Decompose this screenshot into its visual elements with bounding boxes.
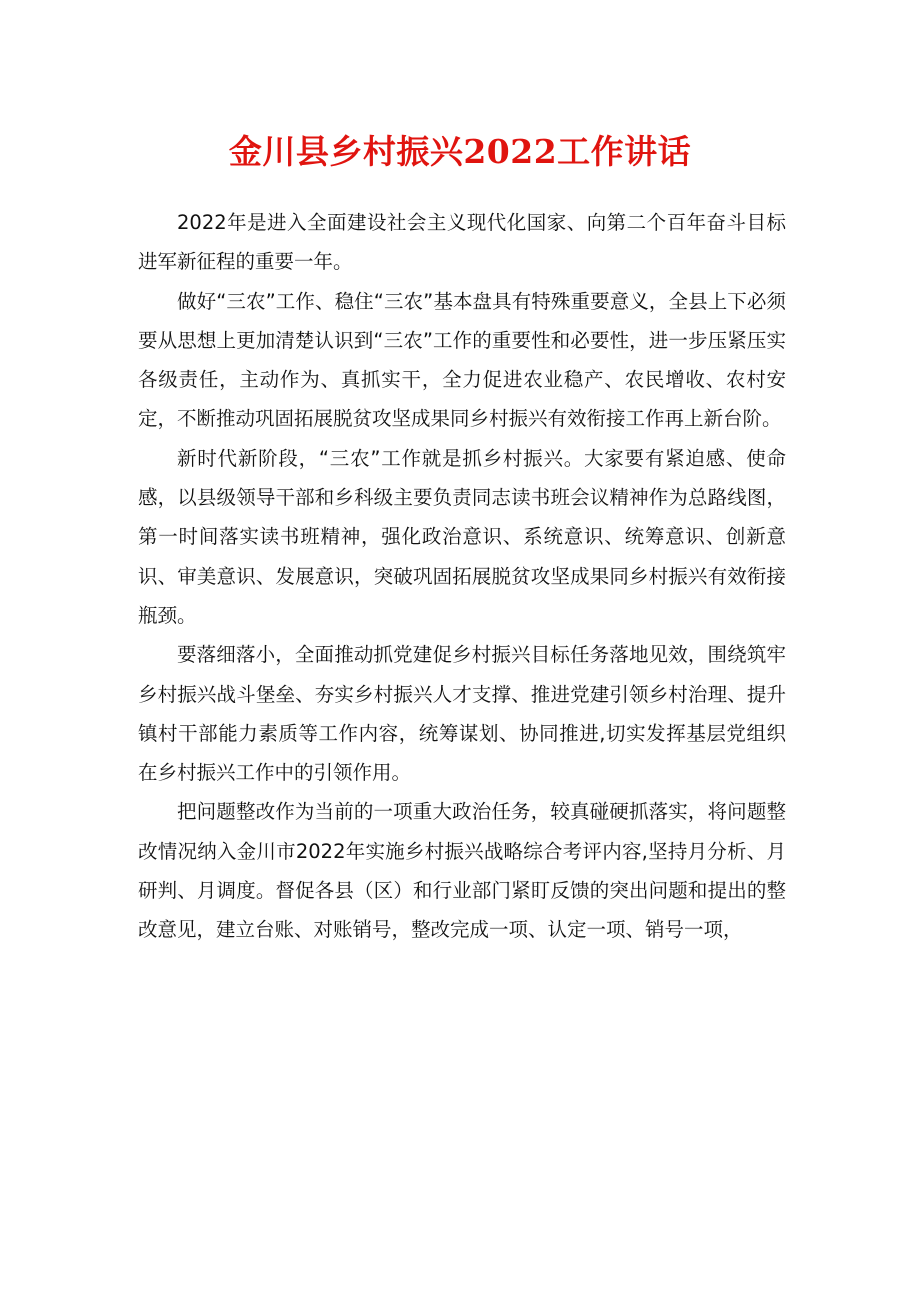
document-title: 金川县乡村振兴2022工作讲话 — [228, 132, 692, 172]
paragraph-3: 新时代新阶段，“三农”工作就是抓乡村振兴。大家要有紧迫感、使命感，以县级领导干部和乡科级主要负责同志读书班会议精神作为总路线图，第一时间落实读书班精神，强化政治意识、系统意识、统筹意识、创新意识、审美意识、发展意识，突破巩固拓展脱贫攻坚成果同乡村振兴有效衔接瓶颈。 — [138, 446, 786, 627]
paragraph-4: 要落细落小，全面推动抓党建促乡村振兴目标任务落地见效，围绕筑牢乡村振兴战斗堡垒、夯实乡村振兴人才支撑、推进党建引领乡村治理、提升镇村干部能力素质等工作内容，统筹谋划、协同推进,切实发挥基层党组织在乡村振兴工作中的引领作用。 — [138, 643, 786, 785]
document-body — [138, 203, 786, 950]
paragraph-5: 把问题整改作为当前的一项重大政治任务，较真碰硬抓落实，将问题整改情况纳入金川市2022年实施乡村振兴战略综合考评内容,坚持月分析、月研判、月调度。督促各县（区）和行业部门紧盯反馈的突出问题和提出的整改意见，建立台账、对账销号，整改完成一项、认定一项、销号一项， — [138, 800, 786, 942]
paragraph-2: 做好“三农”工作、稳住“三农”基本盘具有特殊重要意义，全县上下必须要从思想上更加清楚认识到“三农”工作的重要性和必要性，进一步压紧压实各级责任，主动作为、真抓实干，全力促进农业稳产、农民增收、农村安定，不断推动巩固拓展脱贫攻坚成果同乡村振兴有效衔接工作再上新台阶。 — [138, 289, 786, 431]
paragraph-1: 2022年是进入全面建设社会主义现代化国家、向第二个百年奋斗目标进军新征程的重要一年。 — [138, 211, 786, 274]
